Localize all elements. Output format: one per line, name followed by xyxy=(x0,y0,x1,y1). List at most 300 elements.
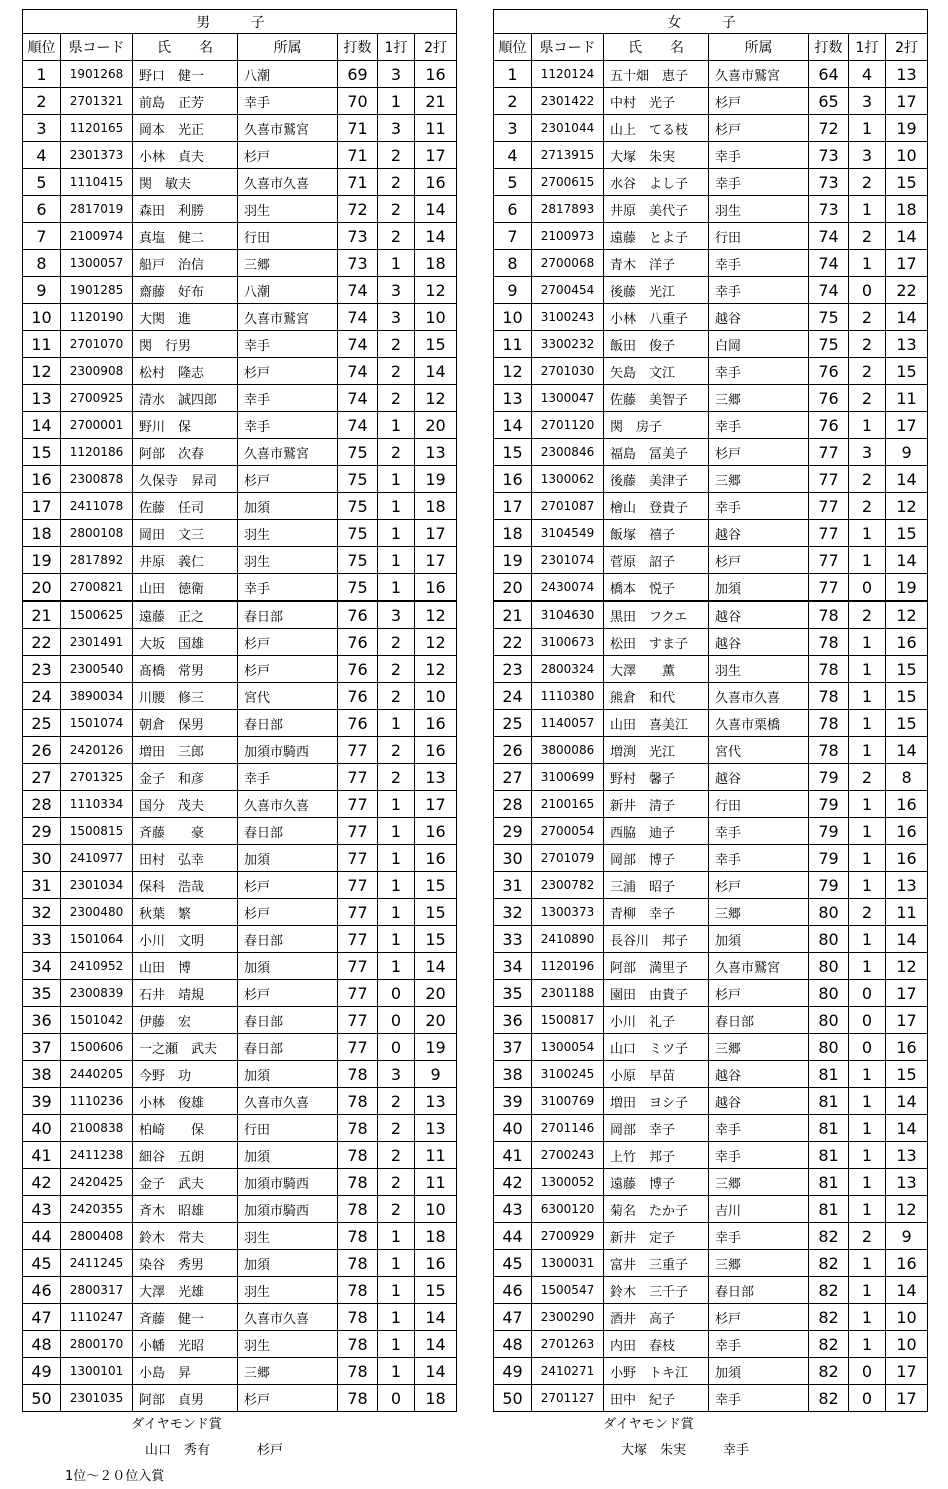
cell-prefecture-code: 2300540 xyxy=(61,656,133,683)
cell-two-stroke-count: 16 xyxy=(415,737,457,764)
cell-rank: 29 xyxy=(23,818,61,845)
cell-hole-in-one-count: 1 xyxy=(378,88,415,115)
cell-prefecture-code: 2713915 xyxy=(532,142,604,169)
cell-strokes: 82 xyxy=(809,1277,849,1304)
cell-strokes: 74 xyxy=(338,385,378,412)
cell-affiliation: 三郷 xyxy=(709,1034,809,1061)
cell-prefecture-code: 1300373 xyxy=(532,899,604,926)
cell-rank: 30 xyxy=(494,845,532,872)
cell-hole-in-one-count: 2 xyxy=(378,385,415,412)
cell-strokes: 78 xyxy=(809,737,849,764)
men-award-title: ダイヤモンド賞 xyxy=(131,1417,222,1432)
table-row xyxy=(23,142,457,169)
cell-rank: 2 xyxy=(23,88,61,115)
cell-name: 一之瀬 武夫 xyxy=(133,1034,238,1061)
cell-two-stroke-count: 19 xyxy=(886,574,928,602)
cell-name: 井原 美代子 xyxy=(604,196,709,223)
cell-name: 朝倉 保男 xyxy=(133,710,238,737)
cell-affiliation: 杉戸 xyxy=(709,872,809,899)
cell-rank: 12 xyxy=(23,358,61,385)
cell-affiliation: 行田 xyxy=(238,223,338,250)
cell-two-stroke-count: 15 xyxy=(886,710,928,737)
cell-hole-in-one-count: 1 xyxy=(378,845,415,872)
cell-rank: 5 xyxy=(494,169,532,196)
cell-name: 長谷川 邦子 xyxy=(604,926,709,953)
table-row xyxy=(494,1196,928,1223)
women-award-affiliation: 幸手 xyxy=(723,1443,750,1458)
cell-hole-in-one-count: 1 xyxy=(849,1196,886,1223)
cell-hole-in-one-count: 2 xyxy=(378,737,415,764)
table-row xyxy=(494,1169,928,1196)
table-row xyxy=(23,1169,457,1196)
cell-name: 小林 貞夫 xyxy=(133,142,238,169)
cell-prefecture-code: 2701120 xyxy=(532,412,604,439)
cell-rank: 40 xyxy=(494,1115,532,1142)
table-row xyxy=(494,818,928,845)
cell-prefecture-code: 3890034 xyxy=(61,683,133,710)
cell-name: 水谷 よし子 xyxy=(604,169,709,196)
table-row xyxy=(494,574,928,602)
cell-name: 斉木 昭雄 xyxy=(133,1196,238,1223)
cell-strokes: 74 xyxy=(338,412,378,439)
cell-hole-in-one-count: 2 xyxy=(378,223,415,250)
cell-affiliation: 春日部 xyxy=(238,926,338,953)
cell-name: 田村 弘幸 xyxy=(133,845,238,872)
cell-two-stroke-count: 16 xyxy=(415,1250,457,1277)
cell-affiliation: 羽生 xyxy=(238,196,338,223)
cell-prefecture-code: 2700925 xyxy=(61,385,133,412)
cell-hole-in-one-count: 2 xyxy=(378,142,415,169)
cell-hole-in-one-count: 1 xyxy=(849,250,886,277)
cell-rank: 4 xyxy=(494,142,532,169)
cell-name: 岡田 文三 xyxy=(133,520,238,547)
cell-prefecture-code: 1500815 xyxy=(61,818,133,845)
cell-prefecture-code: 2700454 xyxy=(532,277,604,304)
cell-affiliation: 久喜市久喜 xyxy=(238,169,338,196)
cell-name: 関 行男 xyxy=(133,331,238,358)
cell-two-stroke-count: 17 xyxy=(886,980,928,1007)
cell-prefecture-code: 2410890 xyxy=(532,926,604,953)
cell-rank: 32 xyxy=(23,899,61,926)
cell-affiliation: 杉戸 xyxy=(238,656,338,683)
cell-affiliation: 加須 xyxy=(238,1061,338,1088)
cell-rank: 11 xyxy=(23,331,61,358)
cell-two-stroke-count: 15 xyxy=(415,331,457,358)
cell-name: 野村 馨子 xyxy=(604,764,709,791)
cell-affiliation: 久喜市久喜 xyxy=(238,791,338,818)
cell-rank: 24 xyxy=(494,683,532,710)
cell-name: 熊倉 和代 xyxy=(604,683,709,710)
cell-affiliation: 久喜市鷲宮 xyxy=(238,439,338,466)
cell-strokes: 78 xyxy=(338,1115,378,1142)
cell-rank: 43 xyxy=(494,1196,532,1223)
cell-rank: 11 xyxy=(494,331,532,358)
cell-hole-in-one-count: 1 xyxy=(849,683,886,710)
cell-name: 山田 博 xyxy=(133,953,238,980)
cell-prefecture-code: 3300232 xyxy=(532,331,604,358)
cell-name: 井原 義仁 xyxy=(133,547,238,574)
cell-prefecture-code: 2701321 xyxy=(61,88,133,115)
women-header-row xyxy=(494,34,928,61)
table-row xyxy=(23,169,457,196)
cell-name: 小島 昇 xyxy=(133,1358,238,1385)
cell-affiliation: 久喜市久喜 xyxy=(709,683,809,710)
cell-strokes: 78 xyxy=(338,1304,378,1331)
cell-rank: 50 xyxy=(494,1385,532,1412)
cell-prefecture-code: 2701146 xyxy=(532,1115,604,1142)
cell-two-stroke-count: 10 xyxy=(886,142,928,169)
cell-two-stroke-count: 17 xyxy=(886,1358,928,1385)
cell-prefecture-code: 2301044 xyxy=(532,115,604,142)
cell-affiliation: 加須市騎西 xyxy=(238,737,338,764)
cell-two-stroke-count: 13 xyxy=(415,764,457,791)
cell-hole-in-one-count: 2 xyxy=(378,1088,415,1115)
cell-hole-in-one-count: 1 xyxy=(849,520,886,547)
cell-prefecture-code: 2420355 xyxy=(61,1196,133,1223)
cell-strokes: 71 xyxy=(338,169,378,196)
cell-rank: 9 xyxy=(494,277,532,304)
cell-two-stroke-count: 10 xyxy=(886,1304,928,1331)
cell-prefecture-code: 3100243 xyxy=(532,304,604,331)
cell-rank: 2 xyxy=(494,88,532,115)
cell-prefecture-code: 2800108 xyxy=(61,520,133,547)
cell-prefecture-code: 1501064 xyxy=(61,926,133,953)
men-header-affiliation: 所属 xyxy=(238,34,338,61)
cell-hole-in-one-count: 1 xyxy=(378,547,415,574)
cell-rank: 38 xyxy=(23,1061,61,1088)
cell-rank: 29 xyxy=(494,818,532,845)
cell-hole-in-one-count: 2 xyxy=(378,1115,415,1142)
cell-rank: 47 xyxy=(23,1304,61,1331)
cell-rank: 17 xyxy=(23,493,61,520)
cell-strokes: 74 xyxy=(809,277,849,304)
cell-prefecture-code: 2300839 xyxy=(61,980,133,1007)
cell-affiliation: 杉戸 xyxy=(238,899,338,926)
cell-prefecture-code: 2800317 xyxy=(61,1277,133,1304)
cell-two-stroke-count: 17 xyxy=(415,520,457,547)
cell-two-stroke-count: 15 xyxy=(886,169,928,196)
cell-rank: 45 xyxy=(23,1250,61,1277)
table-row xyxy=(23,1331,457,1358)
cell-rank: 28 xyxy=(494,791,532,818)
cell-name: 西脇 迪子 xyxy=(604,818,709,845)
cell-two-stroke-count: 11 xyxy=(886,899,928,926)
cell-two-stroke-count: 18 xyxy=(415,493,457,520)
cell-prefecture-code: 2701070 xyxy=(61,331,133,358)
table-row xyxy=(23,1196,457,1223)
cell-prefecture-code: 3104549 xyxy=(532,520,604,547)
table-row xyxy=(494,358,928,385)
cell-prefecture-code: 2300480 xyxy=(61,899,133,926)
cell-prefecture-code: 1500817 xyxy=(532,1007,604,1034)
cell-affiliation: 幸手 xyxy=(709,142,809,169)
cell-name: 斉藤 健一 xyxy=(133,1304,238,1331)
cell-rank: 49 xyxy=(494,1358,532,1385)
cell-affiliation: 羽生 xyxy=(709,196,809,223)
cell-affiliation: 幸手 xyxy=(709,493,809,520)
cell-rank: 33 xyxy=(23,926,61,953)
table-row xyxy=(23,1250,457,1277)
cell-two-stroke-count: 14 xyxy=(415,196,457,223)
cell-hole-in-one-count: 3 xyxy=(378,1061,415,1088)
cell-rank: 40 xyxy=(23,1115,61,1142)
cell-affiliation: 杉戸 xyxy=(709,439,809,466)
table-row xyxy=(23,520,457,547)
cell-prefecture-code: 1300101 xyxy=(61,1358,133,1385)
cell-strokes: 79 xyxy=(809,764,849,791)
cell-affiliation: 杉戸 xyxy=(238,872,338,899)
table-row xyxy=(494,1007,928,1034)
cell-hole-in-one-count: 1 xyxy=(378,1223,415,1250)
cell-two-stroke-count: 15 xyxy=(886,656,928,683)
cell-rank: 22 xyxy=(494,629,532,656)
cell-prefecture-code: 2800324 xyxy=(532,656,604,683)
cell-strokes: 70 xyxy=(338,88,378,115)
men-award-affiliation: 杉戸 xyxy=(257,1443,284,1458)
cell-hole-in-one-count: 2 xyxy=(849,304,886,331)
table-row xyxy=(494,629,928,656)
table-row xyxy=(23,331,457,358)
cell-prefecture-code: 1120196 xyxy=(532,953,604,980)
cell-strokes: 74 xyxy=(338,277,378,304)
cell-prefecture-code: 2817892 xyxy=(61,547,133,574)
cell-hole-in-one-count: 0 xyxy=(378,1007,415,1034)
cell-hole-in-one-count: 1 xyxy=(849,818,886,845)
cell-rank: 47 xyxy=(494,1304,532,1331)
cell-affiliation: 幸手 xyxy=(238,88,338,115)
table-row xyxy=(23,358,457,385)
cell-hole-in-one-count: 1 xyxy=(378,1277,415,1304)
table-row xyxy=(23,115,457,142)
cell-rank: 3 xyxy=(23,115,61,142)
cell-two-stroke-count: 16 xyxy=(886,1034,928,1061)
cell-affiliation: 杉戸 xyxy=(238,629,338,656)
table-row xyxy=(494,61,928,88)
cell-prefecture-code: 2700001 xyxy=(61,412,133,439)
table-row xyxy=(23,1088,457,1115)
cell-two-stroke-count: 14 xyxy=(415,1331,457,1358)
cell-affiliation: 幸手 xyxy=(709,1115,809,1142)
cell-hole-in-one-count: 1 xyxy=(849,629,886,656)
cell-name: 後藤 光江 xyxy=(604,277,709,304)
women-header-prefecture-code: 県コード xyxy=(532,34,604,61)
cell-two-stroke-count: 12 xyxy=(415,656,457,683)
cell-two-stroke-count: 9 xyxy=(886,1223,928,1250)
cell-name: 山田 徳衛 xyxy=(133,574,238,602)
cell-two-stroke-count: 17 xyxy=(886,412,928,439)
table-row xyxy=(23,899,457,926)
cell-affiliation: 春日部 xyxy=(709,1007,809,1034)
cell-name: 細谷 五朗 xyxy=(133,1142,238,1169)
cell-name: 前島 正芳 xyxy=(133,88,238,115)
cell-hole-in-one-count: 1 xyxy=(849,1142,886,1169)
cell-prefecture-code: 2300290 xyxy=(532,1304,604,1331)
cell-name: 小林 俊雄 xyxy=(133,1088,238,1115)
cell-affiliation: 幸手 xyxy=(238,574,338,602)
cell-name: 山上 てる枝 xyxy=(604,115,709,142)
cell-prefecture-code: 2410977 xyxy=(61,845,133,872)
cell-strokes: 80 xyxy=(809,926,849,953)
cell-affiliation: 越谷 xyxy=(709,601,809,629)
cell-prefecture-code: 1300054 xyxy=(532,1034,604,1061)
cell-rank: 36 xyxy=(23,1007,61,1034)
cell-rank: 34 xyxy=(23,953,61,980)
table-row xyxy=(494,439,928,466)
cell-strokes: 76 xyxy=(809,412,849,439)
cell-prefecture-code: 2420126 xyxy=(61,737,133,764)
cell-rank: 35 xyxy=(494,980,532,1007)
cell-rank: 43 xyxy=(23,1196,61,1223)
cell-name: 飯田 俊子 xyxy=(604,331,709,358)
cell-affiliation: 春日部 xyxy=(238,601,338,629)
cell-rank: 39 xyxy=(23,1088,61,1115)
cell-affiliation: 久喜市鷲宮 xyxy=(238,304,338,331)
cell-rank: 41 xyxy=(494,1142,532,1169)
cell-name: 大坂 国雄 xyxy=(133,629,238,656)
cell-two-stroke-count: 19 xyxy=(415,1034,457,1061)
cell-two-stroke-count: 16 xyxy=(415,169,457,196)
cell-name: 小川 文明 xyxy=(133,926,238,953)
cell-name: 染谷 秀男 xyxy=(133,1250,238,1277)
table-row xyxy=(494,601,928,629)
cell-strokes: 77 xyxy=(338,791,378,818)
cell-two-stroke-count: 17 xyxy=(886,1007,928,1034)
cell-hole-in-one-count: 1 xyxy=(849,115,886,142)
cell-hole-in-one-count: 3 xyxy=(849,142,886,169)
cell-strokes: 77 xyxy=(809,520,849,547)
cell-affiliation: 三郷 xyxy=(709,385,809,412)
cell-rank: 16 xyxy=(494,466,532,493)
table-row xyxy=(23,953,457,980)
cell-prefecture-code: 1901268 xyxy=(61,61,133,88)
cell-rank: 37 xyxy=(23,1034,61,1061)
cell-rank: 20 xyxy=(494,574,532,602)
cell-hole-in-one-count: 0 xyxy=(849,277,886,304)
cell-two-stroke-count: 17 xyxy=(886,88,928,115)
cell-prefecture-code: 2430074 xyxy=(532,574,604,602)
cell-strokes: 77 xyxy=(809,547,849,574)
cell-name: 大塚 朱実 xyxy=(604,142,709,169)
table-row xyxy=(23,223,457,250)
cell-two-stroke-count: 16 xyxy=(415,61,457,88)
cell-hole-in-one-count: 1 xyxy=(849,845,886,872)
table-row xyxy=(23,277,457,304)
cell-hole-in-one-count: 1 xyxy=(378,520,415,547)
cell-rank: 35 xyxy=(23,980,61,1007)
cell-affiliation: 八潮 xyxy=(238,277,338,304)
cell-two-stroke-count: 16 xyxy=(415,574,457,602)
cell-prefecture-code: 2701127 xyxy=(532,1385,604,1412)
table-row xyxy=(494,1277,928,1304)
cell-strokes: 82 xyxy=(809,1385,849,1412)
cell-prefecture-code: 2410271 xyxy=(532,1358,604,1385)
cell-rank: 31 xyxy=(23,872,61,899)
cell-strokes: 77 xyxy=(338,818,378,845)
cell-name: 遠藤 とよ子 xyxy=(604,223,709,250)
cell-two-stroke-count: 11 xyxy=(415,1142,457,1169)
cell-two-stroke-count: 14 xyxy=(886,547,928,574)
cell-affiliation: 幸手 xyxy=(709,412,809,439)
cell-two-stroke-count: 14 xyxy=(415,1304,457,1331)
cell-name: 増田 ヨシ子 xyxy=(604,1088,709,1115)
cell-prefecture-code: 2301422 xyxy=(532,88,604,115)
cell-two-stroke-count: 16 xyxy=(886,818,928,845)
cell-strokes: 79 xyxy=(809,818,849,845)
cell-hole-in-one-count: 3 xyxy=(849,439,886,466)
cell-name: 内田 春枝 xyxy=(604,1331,709,1358)
cell-hole-in-one-count: 1 xyxy=(849,1250,886,1277)
cell-two-stroke-count: 17 xyxy=(415,791,457,818)
cell-name: 青木 洋子 xyxy=(604,250,709,277)
cell-rank: 12 xyxy=(494,358,532,385)
cell-strokes: 73 xyxy=(338,250,378,277)
cell-prefecture-code: 2701079 xyxy=(532,845,604,872)
cell-affiliation: 春日部 xyxy=(238,1007,338,1034)
cell-strokes: 77 xyxy=(338,764,378,791)
cell-two-stroke-count: 15 xyxy=(415,1277,457,1304)
table-row xyxy=(23,1304,457,1331)
cell-prefecture-code: 6300120 xyxy=(532,1196,604,1223)
cell-two-stroke-count: 15 xyxy=(415,899,457,926)
cell-name: 福島 冨美子 xyxy=(604,439,709,466)
cell-rank: 23 xyxy=(494,656,532,683)
cell-prefecture-code: 1110334 xyxy=(61,791,133,818)
cell-affiliation: 越谷 xyxy=(709,764,809,791)
cell-two-stroke-count: 20 xyxy=(415,1007,457,1034)
cell-rank: 26 xyxy=(494,737,532,764)
cell-rank: 21 xyxy=(494,601,532,629)
cell-hole-in-one-count: 2 xyxy=(378,1169,415,1196)
cell-affiliation: 羽生 xyxy=(238,1223,338,1250)
table-row xyxy=(23,250,457,277)
cell-hole-in-one-count: 1 xyxy=(378,710,415,737)
cell-strokes: 77 xyxy=(338,845,378,872)
cell-affiliation: 杉戸 xyxy=(709,980,809,1007)
cell-name: 阿部 次春 xyxy=(133,439,238,466)
cell-affiliation: 杉戸 xyxy=(709,547,809,574)
cell-prefecture-code: 2410952 xyxy=(61,953,133,980)
cell-hole-in-one-count: 2 xyxy=(849,899,886,926)
cell-hole-in-one-count: 1 xyxy=(378,872,415,899)
table-row xyxy=(23,737,457,764)
cell-prefecture-code: 2411245 xyxy=(61,1250,133,1277)
cell-name: 青柳 幸子 xyxy=(604,899,709,926)
cell-name: 佐藤 美智子 xyxy=(604,385,709,412)
cell-rank: 8 xyxy=(23,250,61,277)
cell-rank: 46 xyxy=(494,1277,532,1304)
cell-name: 国分 茂夫 xyxy=(133,791,238,818)
cell-two-stroke-count: 15 xyxy=(415,872,457,899)
cell-hole-in-one-count: 2 xyxy=(849,223,886,250)
cell-name: 山田 喜美江 xyxy=(604,710,709,737)
cell-name: 増渕 光江 xyxy=(604,737,709,764)
cell-hole-in-one-count: 1 xyxy=(849,791,886,818)
cell-hole-in-one-count: 2 xyxy=(849,1223,886,1250)
cell-hole-in-one-count: 2 xyxy=(849,385,886,412)
cell-prefecture-code: 1120165 xyxy=(61,115,133,142)
men-table-title: 男 子 xyxy=(23,10,457,34)
cell-prefecture-code: 2100838 xyxy=(61,1115,133,1142)
cell-two-stroke-count: 14 xyxy=(415,1358,457,1385)
cell-strokes: 74 xyxy=(338,358,378,385)
cell-strokes: 76 xyxy=(809,358,849,385)
cell-rank: 16 xyxy=(23,466,61,493)
table-row xyxy=(494,493,928,520)
cell-hole-in-one-count: 1 xyxy=(378,412,415,439)
table-row xyxy=(23,764,457,791)
table-row xyxy=(494,115,928,142)
cell-hole-in-one-count: 1 xyxy=(849,737,886,764)
